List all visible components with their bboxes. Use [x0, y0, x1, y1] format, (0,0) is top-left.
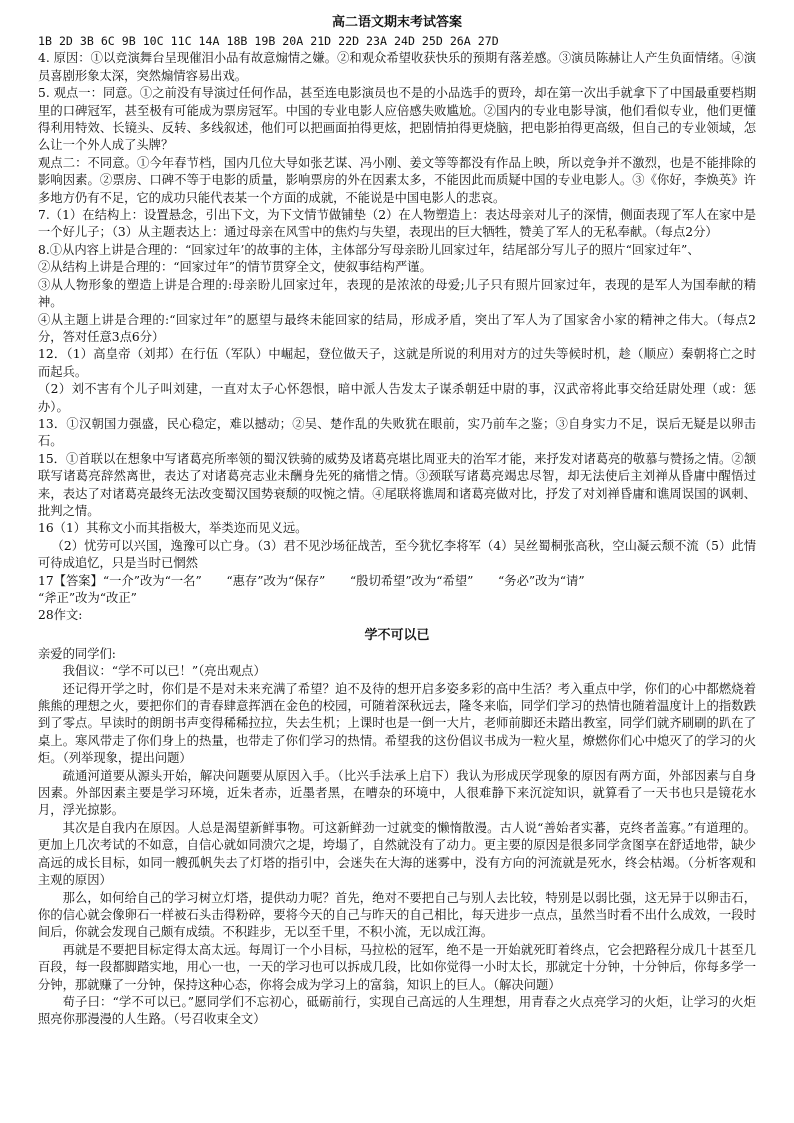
- essay-paragraph-7: 荀子曰：“学不可以已。”愿同学们不忘初心，砥砺前行，实现自己高远的人生理想，用青春之火点亮学习的火炬，让学习的火炬照亮你那漫漫的人生路。（号召收束全文）: [38, 994, 756, 1027]
- multiple-choice-answers: 1B 2D 3B 6C 9B 10C 11C 14A 18B 19B 20A 21D 22D 23A 24D 25D 26A 27D: [38, 34, 499, 48]
- answer-q28-label: 28作文:: [38, 608, 83, 623]
- answer-q15: 15．①首联以在想象中写诸葛亮所率领的蜀汉铁骑的威势及诸葛亮堪比周亚夫的治军才能，来抒发对诸葛亮的敬慕与赞扬之情。②颔联写诸葛亮辞然离世，表达了对诸葛亮志业未酬身先死的痛惜之情。③颈联写诸葛亮竭忠尽智，却无法使后主刘禅从昏庸中醒悟过来，表达了对诸葛亮最终无法改变蜀汉国势衰颓的叹惋之情。④尾联将谯周和诸葛亮做对比，抒发了对刘禅昏庸和谯周误国的讽刺、批判之情。: [38, 451, 756, 518]
- answer-q16-part2: （2）忧劳可以兴国，逸豫可以亡身。（3）君不见沙场征战苦，至今犹忆李将军（4）吴丝蜀桐张高秋，空山凝云颓不流（5）此情可待成追忆，只是当时已惘然: [38, 538, 756, 571]
- answer-q8-point2: ②从结构上讲是合理的：“回家过年”的情节贯穿全文，使叙事结构严谨。: [38, 260, 432, 275]
- answer-q4: 4. 原因：①以竞演舞台呈现催泪小品有故意煽情之嫌。②和观众希望收获快乐的预期有落差感。③演员陈赫让人产生负面情绪。④演员喜剧形象太深，突然煽情容易出戏。: [38, 51, 756, 83]
- essay-paragraph-2: 还记得开学之时，你们是不是对未来充满了希望？迫不及待的想开启多姿多彩的高中生活？考入重点中学，你们的心中都燃烧着熊熊的理想之火，要把你们的青春肆意挥洒在金色的校园，可随着深秋远去，隆冬来临，同学们学习的热情也随着温度计上的指数跌到了零点。早读时的朗朗书声变得稀稀拉拉，失去生机；上课时也是一倒一大片，老师前脚还未踏出教室，同学们就齐刷刷的趴在了桌上。寒风带走了你们身上的热量，也带走了你们学习的热情。希望我的这份倡议书成为一粒火星，燎燃你们心中熄灭了的学习的火炬。（列举现象，提出问题）: [38, 681, 756, 766]
- essay-paragraph-4: 其次是自我内在原因。人总是渴望新鲜事物。可这新鲜劲一过就变的懒惰散漫。古人说“善始者实蕃，克终者盖寡。”有道理的。更加上几次考试的不如意，自信心就如同溃穴之堤，垮塌了，自然就没有了动力。更主要的原因是很多同学贪图享在舒适地带，缺少高远的成长目标，如同一艘孤帆失去了灯塔的指引中，会迷失在大海的迷雾中，没有方向的河流就是死水，终会枯竭。（分析客观和主观的原因）: [38, 820, 756, 888]
- answer-sheet: [38, 14, 756, 1029]
- essay-title: 学不可以已: [364, 627, 430, 643]
- essay-paragraph-5: 那么，如何给自己的学习树立灯塔，提供动力呢？首先，绝对不要把自己与别人去比较，特别是以弱比强，这无异于以卵击石，你的信心就会像卵石一样被石头击得粉碎，要将今天的自己与昨天的自己相比，每天进步一点点，虽然当时看不出什么成效，一段时间后，你就会发现自己颇有成绩。不积跬步，无以至千里，不积小流，无以成江海。: [38, 890, 756, 940]
- answer-q5-view1: 5. 观点一：同意。①之前没有导演过任何作品，甚至连电影演员也不是的小品选手的贾玲，却在第一次出手就拿下了中国最重要档期里的口碑冠军，甚至极有可能成为票房冠军。中国的专业电影人应倍感失败尴尬。②国内的专业电影导演，他们看似专业，他们更懂得利用特效、长镜头、反转、多线叙述，他们可以把画面拍得更炫，把剧情拍得更烧脑，把电影拍得更高级，但自己的专业领域，怎么让一个外人成了头牌？: [38, 86, 756, 153]
- page-title: 高二语文期末考试答案: [331, 15, 462, 30]
- answer-q13: 13．①汉朝国力强盛，民心稳定，难以撼动；②吴、楚作乱的失败犹在眼前，实乃前车之鉴；③自身实力不足，误后无疑是以卵击石。: [38, 416, 756, 449]
- answer-q5-view2: 观点二：不同意。①今年春节档，国内几位大导如张艺谋、冯小刚、姜文等等都没有作品上映，所以竞争并不激烈，也是不能排除的影响因素。②票房、口碑不等于电影的质量，影响票房的外在因素太多，不能因此而质疑中国的专业电影人。③《你好，李焕英》许多地方仍有不足，它的成功只能代表某一个方面的成就，不能说是中国电影人的悲哀。: [38, 155, 756, 205]
- answer-q8-point4: ④从主题上讲是合理的:“回家过年”的愿望与最终未能回家的结局，形成矛盾，突出了军人为了国家舍小家的精神之伟大。（每点2分，答对任意3点6分）: [38, 312, 756, 344]
- essay-salutation: 亲爱的同学们:: [38, 646, 116, 661]
- essay-paragraph-6: 再就是不要把目标定得太高太远。每周订一个小目标，马拉松的冠军，绝不是一开始就死盯着终点，它会把路程分成几十甚至几百段，每一段都脚踏实地，用心一也，一天的学习也可以拆成几段，比如你觉得一小时太长，那就定十分钟，十分钟后，你每多学一分钟，那就赚了一分钟，保持这种心态，你将会成为学习上的富翁，知识上的巨人。（解决问题）: [38, 942, 756, 992]
- answer-q16-part1: 16（1）其称文小而其指极大，举类迩而见义远。: [38, 521, 308, 536]
- answer-q12-part1: 12．（1）高皇帝（刘邦）在行伍（军队）中崛起，登位做天子，这就是所说的利用对方的过失等候时机，趁（顺应）秦朝将亡之时而起兵。: [38, 347, 756, 379]
- essay-paragraph-1: 我倡议：“学不可以已！”（亮出观点）: [62, 664, 266, 679]
- answer-q8-point1: 8.①从内容上讲是合理的：“回家过年’的故事的主体，主体部分写母亲盼儿回家过年，结尾部分写儿子的照片“回家过年”、: [38, 242, 700, 257]
- answer-q8-point3: ③从人物形象的塑造上讲是合理的:母亲盼儿回家过年，表现的是浓浓的母爱;儿子只有照片回家过年，表现的是军人为国奉献的精神。: [38, 277, 756, 310]
- answer-q12-part2: （2）刘不害有个儿子叫刘建，一直对太子心怀怨恨，暗中派人告发太子谋杀朝廷中尉的事，汉武帝将此事交给廷尉处理（或：惩办）。: [38, 382, 756, 414]
- answer-q17-line1: 17【答案】“一介”改为“一名” “惠存”改为“保存” “殷切希望”改为“希望” “务必”改为“请”: [38, 573, 585, 588]
- answer-q7: 7.（1）在结构上：设置悬念，引出下文，为下文情节做铺垫（2）在人物塑造上：表达母亲对儿子的深情，侧面表现了军人在家中是一个好儿子；（3）从主题表达上：通过母亲在风雪中的焦灼与失望，表现出的巨大牺牲，赞美了军人的无私奉献。（每点2分）: [38, 208, 756, 240]
- essay-paragraph-3: 疏通河道要从源头开始，解决问题要从原因入手。（比兴手法承上启下）我认为形成厌学现象的原因有两方面，外部因素与自身因素。外部因素主要是学习环境，近朱者赤，近墨者黑，在嘈杂的环境中，人很难静下来沉淀知识，就算看了一天书也只是镜花水月，浮光掠影。: [38, 768, 756, 818]
- answer-q17-line2: “斧正”改为“改正”: [38, 591, 137, 605]
